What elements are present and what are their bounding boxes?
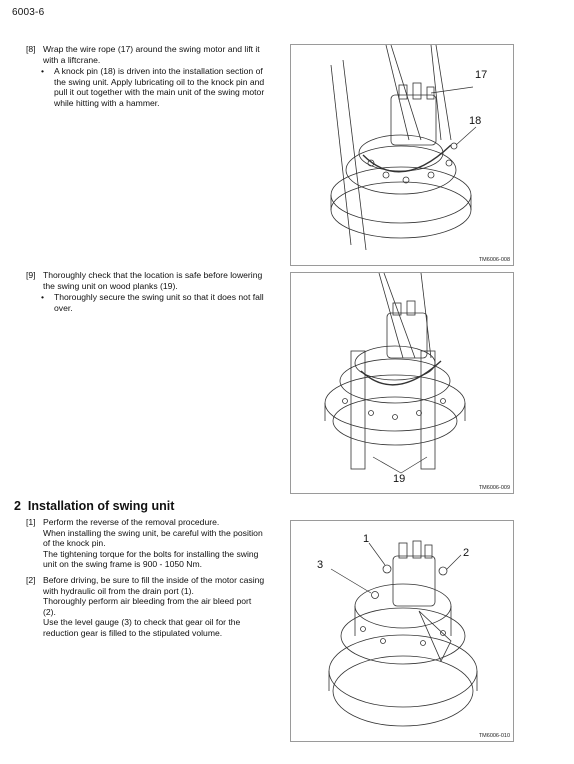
- section-heading: [14, 499, 174, 513]
- bullet-text: A knock pin (18) is driven into the installation section of the swing unit. Apply lubricating oil to the knock pin and pull it out together with the main unit of the swing motor while hitting with a hammer.: [54, 66, 265, 108]
- step-bullet: [41, 66, 266, 108]
- step-paragraph: The tightening torque for the bolts for installing the swing unit on the swing frame is 900 - 1050 Nm.: [43, 548, 259, 570]
- step-paragraph: When installing the swing unit, be careful with the position of the knock pin.: [43, 527, 263, 549]
- bullet-dot: •: [41, 66, 45, 77]
- callout-3: 3: [317, 559, 324, 571]
- install-step-1: [26, 517, 266, 570]
- callout-2: 2: [463, 547, 470, 559]
- step-paragraph: Perform the reverse of the removal procedure.: [43, 517, 220, 527]
- figure-code: TM6006-010: [478, 733, 510, 739]
- section-number: 2: [14, 499, 21, 513]
- step-9: [26, 270, 266, 313]
- callout-18: 18: [469, 115, 482, 127]
- install-step-2: [26, 575, 266, 639]
- callout-19: 19: [393, 473, 406, 485]
- swing-unit-planks-illustration: [291, 273, 513, 493]
- figure-swing-motor-lift: [290, 44, 514, 266]
- step-label: [8]: [26, 44, 36, 54]
- bullet-dot: •: [41, 292, 45, 303]
- step-paragraph: Use the level gauge (3) to check that gear oil for the reduction gear is filled to the stipulated volume.: [43, 617, 241, 638]
- step-paragraph: Before driving, be sure to fill the inside of the motor casing with hydraulic oil from the drain port (1).: [43, 575, 265, 596]
- step-text: Thoroughly check that the location is safe before lowering the swing unit on wood planks (19).: [43, 270, 263, 291]
- section-title: Installation of swing unit: [27, 499, 175, 513]
- figure-code: TM6006-008: [478, 257, 510, 263]
- callout-1: 1: [363, 533, 370, 545]
- step-label: [2]: [26, 575, 36, 585]
- step-label: [1]: [26, 517, 36, 527]
- step-bullet: [41, 292, 266, 313]
- figure-swing-unit-on-planks: [290, 272, 514, 494]
- step-text: Wrap the wire rope (17) around the swing motor and lift it with a liftcrane.: [43, 44, 260, 65]
- step-paragraph: Thoroughly perform air bleeding from the air bleed port (2).: [43, 596, 252, 617]
- bullet-text: Thoroughly secure the swing unit so that it does not fall over.: [54, 292, 264, 313]
- callout-17: 17: [475, 69, 488, 81]
- swing-unit-ports-illustration: [291, 521, 513, 741]
- step-label: [9]: [26, 270, 36, 280]
- page-number: 6003-6: [12, 7, 45, 18]
- figure-swing-unit-ports: [290, 520, 514, 742]
- step-8: [26, 44, 266, 109]
- figure-code: TM6006-009: [478, 485, 510, 491]
